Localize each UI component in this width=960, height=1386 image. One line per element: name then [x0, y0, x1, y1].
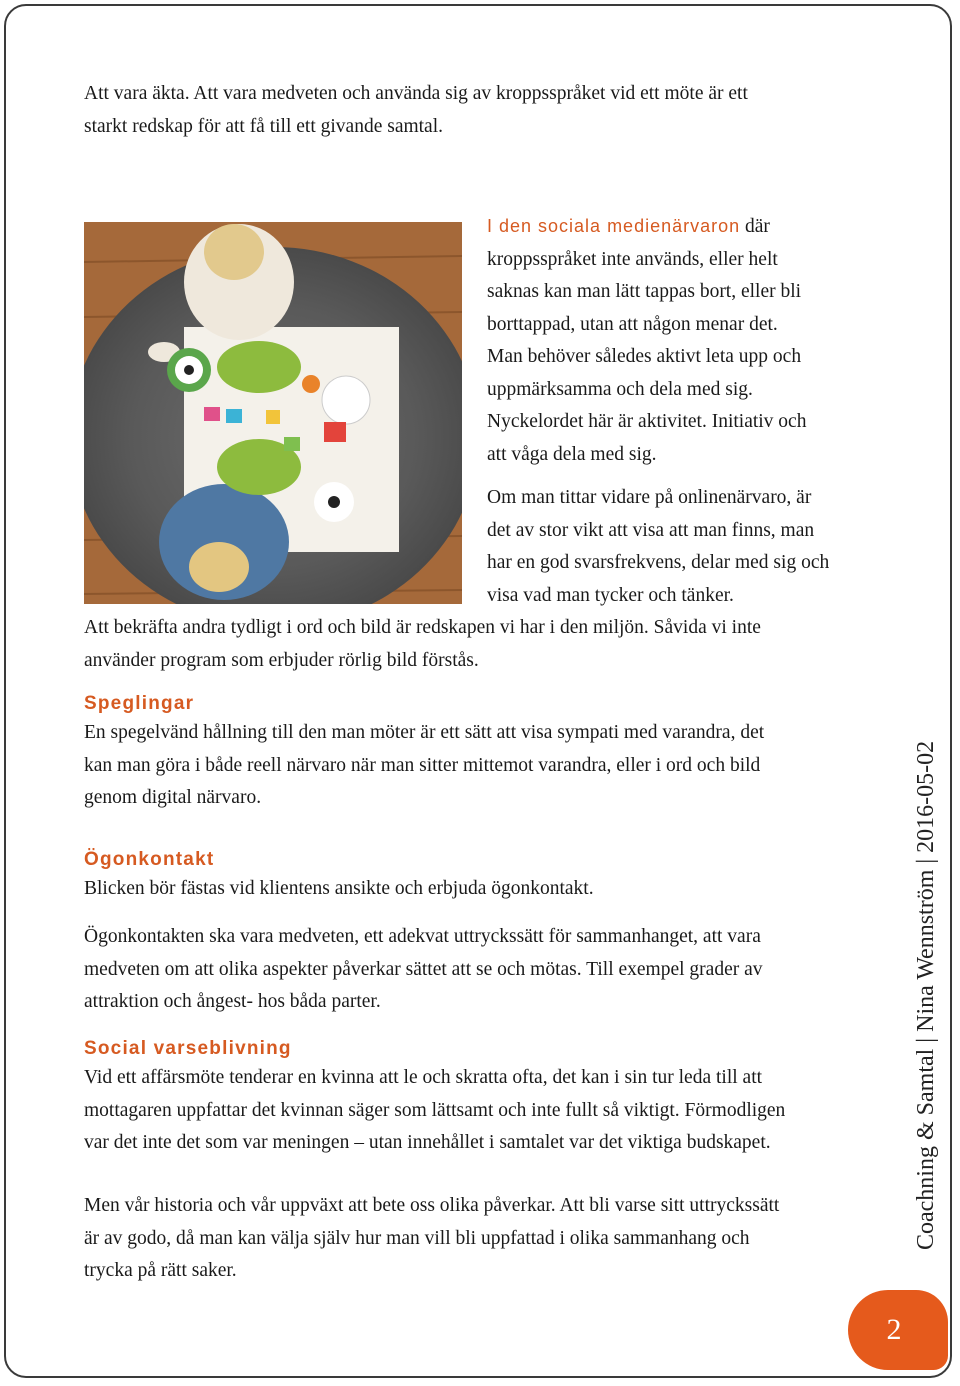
closing-line-2: är av godo, då man kan välja själv hur man vill bli uppfattad i olika sammanhang och: [84, 1227, 750, 1249]
speglingar-line-2: kan man göra i både reell närvaro när man sitter mittemot varandra, eller i ord och bild: [84, 754, 761, 776]
media-line-0-rest: där: [740, 216, 770, 237]
ogonkontakt-intro: [84, 873, 884, 906]
intro-paragraph: [84, 78, 748, 143]
speglingar-paragraph: [84, 717, 884, 815]
media-line-7: att våga dela med sig.: [487, 443, 657, 465]
media-line-2: saknas kan man lätt tappas bort, eller bli: [487, 281, 802, 302]
media-line-6: Nyckelordet här är aktivitet. Initiativ och: [487, 411, 807, 432]
media-line-5: uppmärksamma och dela med sig.: [487, 378, 753, 400]
photo-illustration: [84, 222, 462, 604]
social-paragraph: [84, 1062, 884, 1160]
online-full-paragraph: [84, 612, 884, 677]
online-line-4: visa vad man tycker och tänker.: [487, 584, 734, 606]
online-line-1: Om man tittar vidare på onlinenärvaro, är: [487, 487, 812, 508]
online-line-2: det av stor vikt att visa att man finns, man: [487, 519, 815, 541]
ogonkontakt-line-1: Blicken bör fästas vid klientens ansikte och erbjuda ögonkontakt.: [84, 878, 594, 899]
social-heading: Social varseblivning: [84, 1038, 292, 1059]
media-line-1: kroppsspråket inte används, eller helt: [487, 248, 778, 270]
social-line-3: var det inte det som var meningen – utan innehållet i samtalet var det viktiga budskapet.: [84, 1132, 771, 1153]
media-presence-paragraph: [487, 210, 907, 471]
speglingar-line-1: En spegelvänd hållning till den man möter är ett sätt att visa sympati med varandra, det: [84, 722, 765, 743]
social-line-2: mottagaren uppfattar det kvinnan säger som lättsamt och inte fullt så viktigt. Förmodligen: [84, 1099, 786, 1121]
intro-line-2: starkt redskap för att få till ett givande samtal.: [84, 115, 444, 137]
ogonkontakt-p-line-2: medveten om att olika aspekter påverkar sättet att se och mötas. Till exempel grader av: [84, 958, 763, 980]
children-table-photo: [84, 222, 462, 604]
vertical-footer-text: Coachning & Samtal | Nina Wennström | 2016-05-02: [913, 740, 939, 1250]
closing-paragraph: [84, 1190, 884, 1288]
intro-line-1: Att vara äkta. Att vara medveten och använda sig av kroppsspråket vid ett möte är ett: [84, 83, 748, 104]
online-line-3: har en god svarsfrekvens, delar med sig och: [487, 552, 830, 573]
social-line-1: Vid ett affärsmöte tenderar en kvinna att le och skratta ofta, det kan i sin tur leda till att: [84, 1067, 763, 1088]
page-number: 2: [886, 1313, 902, 1346]
online-full-line-2: använder program som erbjuder rörlig bild förstås.: [84, 649, 479, 671]
closing-line-3: trycka på rätt saker.: [84, 1260, 237, 1281]
ogonkontakt-paragraph: [84, 921, 884, 1019]
page-number-badge: [848, 1290, 948, 1370]
ogonkontakt-p-line-1: Ögonkontakten ska vara medveten, ett adekvat uttryckssätt för sammanhanget, att vara: [84, 926, 761, 947]
speglingar-heading: Speglingar: [84, 693, 195, 714]
ogonkontakt-heading: Ögonkontakt: [84, 849, 215, 870]
online-presence-paragraph: [487, 482, 907, 612]
speglingar-line-3: genom digital närvaro.: [84, 787, 262, 808]
online-full-line-1: Att bekräfta andra tydligt i ord och bild är redskapen vi har i den miljön. Såvida vi inte: [84, 617, 761, 638]
closing-line-1: Men vår historia och vår uppväxt att bete oss olika påverkar. Att bli varse sitt uttryckssätt: [84, 1195, 780, 1216]
media-line-3: borttappad, utan att någon menar det.: [487, 313, 778, 335]
ogonkontakt-p-line-3: attraktion och ångest- hos båda parter.: [84, 991, 381, 1012]
media-line-4: Man behöver således aktivt leta upp och: [487, 346, 802, 367]
media-presence-heading: I den sociala medienärvaron: [487, 216, 741, 236]
